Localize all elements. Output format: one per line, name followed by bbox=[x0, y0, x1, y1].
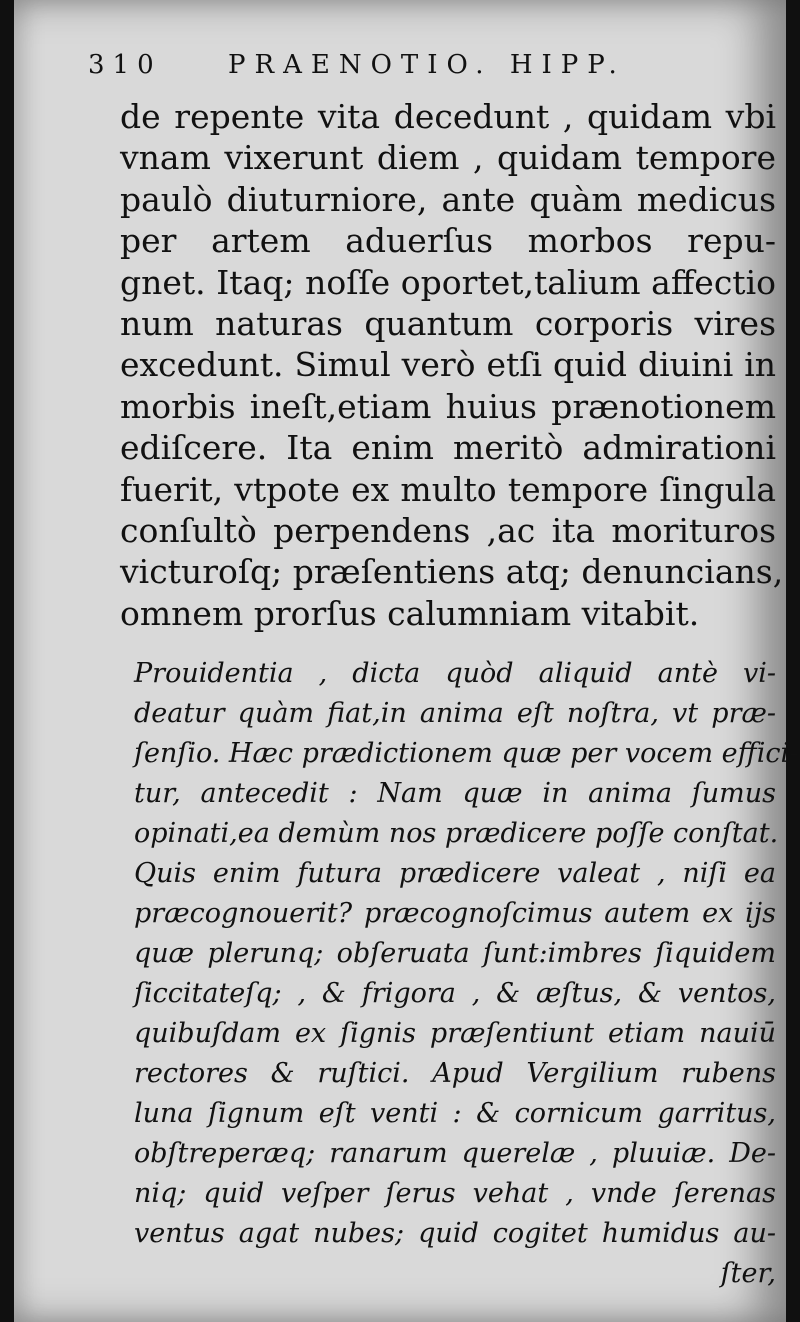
text-line: præcognouerit? præcognoſcimus autem ex ijs bbox=[134, 898, 776, 929]
book-page bbox=[14, 0, 799, 1322]
text-line: omnem prorſus calumniam vitabit. bbox=[120, 593, 700, 633]
text-line: opinati,ea demùm nos prædicere poſſe conſtat. bbox=[134, 818, 779, 849]
text-line: victuroſq; præſentiens atq; denuncians, bbox=[120, 552, 784, 592]
text-line: de repente vita decedunt , quidam vbi bbox=[120, 97, 776, 136]
page-header bbox=[88, 50, 688, 90]
text-line: deatur quàm fiat,in anima eſt noſtra, vt præ- bbox=[134, 698, 776, 729]
text-line: vnam vixerunt diem , quidam tempore bbox=[120, 138, 776, 178]
text-line: ediſcere. Ita enim meritò admirationi bbox=[120, 428, 776, 468]
paragraph-italic bbox=[134, 654, 799, 1294]
text-line: tur, antecedit : Nam quæ in anima ſumus bbox=[134, 778, 776, 809]
text-line: num naturas quantum corporis vires bbox=[120, 304, 776, 344]
text-line: quibuſdam ex ſignis præſentiunt etiam nauiū bbox=[134, 1018, 776, 1049]
text-line: morbis ineſt,etiam huius prænotionem bbox=[120, 386, 776, 426]
text-line: Prouidentia , dicta quòd aliquid antè vi- bbox=[134, 658, 776, 689]
text-line: ſiccitateſq; , & frigora , & æſtus, & ventos, bbox=[134, 978, 776, 1009]
text-line: rectores & ruſtici. Apud Vergilium rubens bbox=[134, 1058, 776, 1089]
text-line: paulò diuturniore, ante quàm medicus bbox=[120, 179, 776, 219]
text-line: ventus agat nubes; quid cogitet humidus au- bbox=[134, 1218, 776, 1249]
text-line: per artem aduerſus morbos repu- bbox=[120, 221, 776, 261]
text-line: fuerit, vtpote ex multo tempore ſingula bbox=[120, 469, 776, 509]
text-line: niq; quid veſper ſerus vehat , vnde ſerenas bbox=[134, 1178, 776, 1209]
text-line: Quis enim futura prædicere valeat , niſi ea bbox=[134, 858, 776, 889]
running-title: PRAENOTIO. HIPP. bbox=[228, 50, 626, 80]
paragraph-roman bbox=[120, 96, 784, 634]
text-line: luna ſignum eſt venti : & cornicum garritus, bbox=[134, 1098, 776, 1129]
text-line: gnet. Itaq; noſſe oportet,talium affectio bbox=[120, 262, 776, 302]
catchword: ſter, bbox=[720, 1258, 776, 1289]
text-line: excedunt. Simul verò etſi quid diuini in bbox=[120, 345, 776, 385]
text-line: conſultò perpendens ,ac ita morituros bbox=[120, 511, 776, 551]
text-line: ſenſio. Hæc prædictionem quæ per vocem effici- bbox=[134, 738, 799, 769]
page-number: 310 bbox=[88, 50, 162, 80]
text-line: obſtreperæq; ranarum querelæ , pluuiæ. De- bbox=[134, 1138, 776, 1169]
text-line: quæ plerunq; obſeruata ſunt:imbres ſiquidem bbox=[134, 938, 776, 969]
